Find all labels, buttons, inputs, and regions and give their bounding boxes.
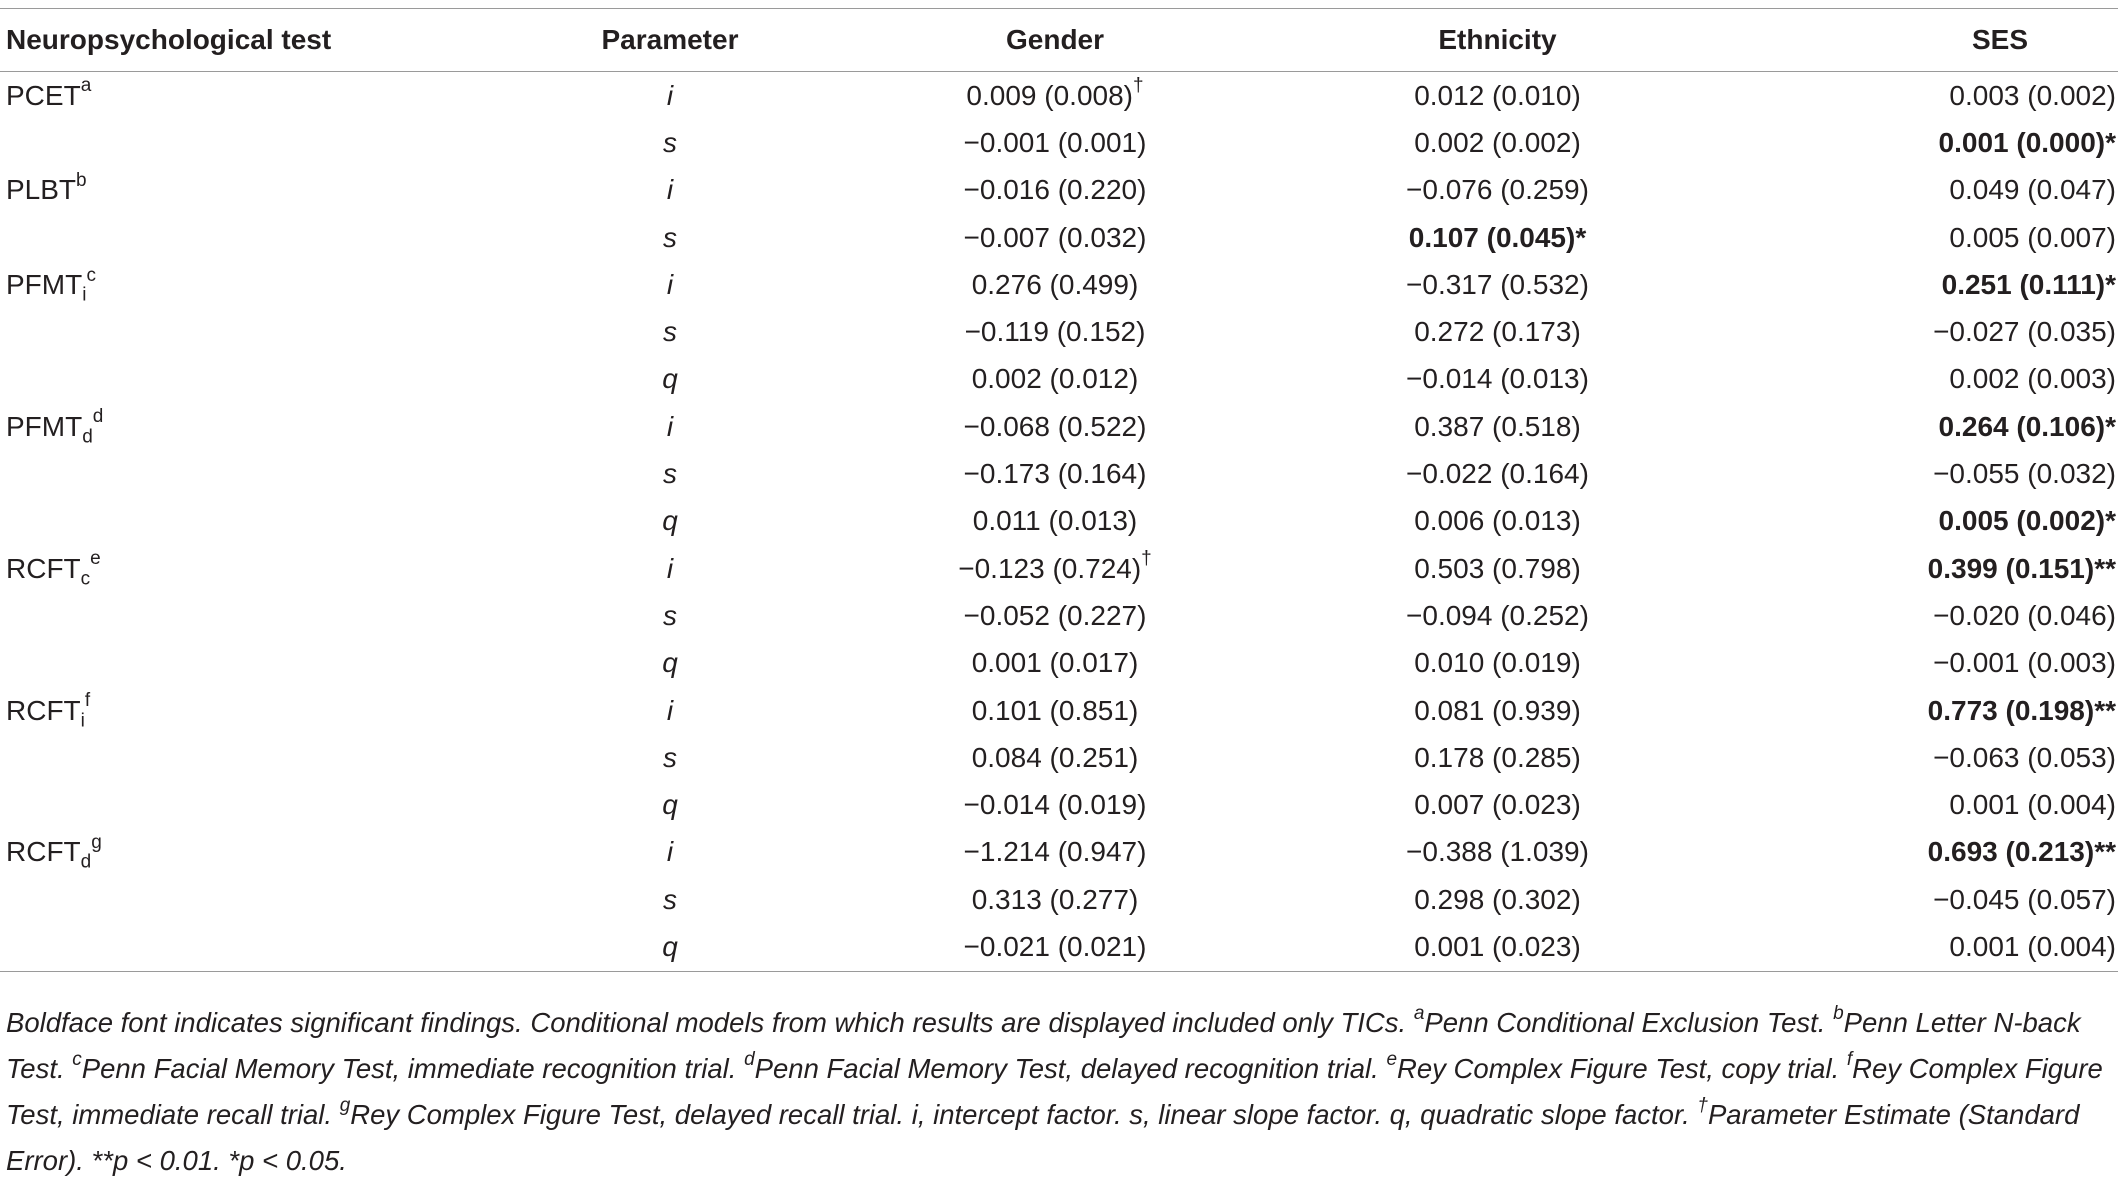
- cell-gender: [840, 829, 1270, 876]
- header-ethnicity: Ethnicity: [1270, 9, 1725, 72]
- cell-ses: 0.049 (0.047): [1949, 174, 2116, 206]
- table-row: [0, 308, 2118, 355]
- table-row: [0, 687, 2118, 734]
- cell-gender: [840, 167, 1270, 214]
- gender-value: 0.313 (0.277): [971, 883, 1139, 915]
- cell-ethnicity: −0.388 (1.039): [1406, 836, 1589, 868]
- table-row: [0, 261, 2118, 308]
- cell-ses: 0.693 (0.213)**: [1927, 836, 2116, 868]
- cell-ethnicity: 0.387 (0.518): [1414, 410, 1581, 442]
- test-subscript: d: [82, 426, 93, 448]
- table-row: [0, 781, 2118, 828]
- test-name: PCET: [6, 79, 81, 111]
- test-subscript: c: [80, 568, 91, 590]
- cell-ses: −0.027 (0.035): [1933, 316, 2116, 348]
- footnote-text: Rey Complex Figure Test, copy trial.: [1397, 1053, 1847, 1084]
- gender-value: −1.214 (0.947): [963, 836, 1147, 868]
- table-body: [0, 72, 2118, 972]
- test-subscript: d: [80, 851, 92, 873]
- gender-value: −0.001 (0.001): [963, 126, 1147, 158]
- test-subscript: i: [80, 710, 85, 732]
- header-gender: Gender: [840, 9, 1270, 72]
- cell-ses: 0.001 (0.004): [1949, 789, 2116, 821]
- cell-ethnicity: 0.107 (0.045)*: [1408, 221, 1587, 253]
- cell-ethnicity: −0.014 (0.013): [1406, 363, 1589, 395]
- cell-ses: 0.773 (0.198)**: [1927, 694, 2116, 726]
- cell-test: [0, 356, 500, 403]
- footnote-mark: c: [72, 1048, 82, 1070]
- cell-parameter: s: [663, 221, 677, 253]
- cell-parameter: s: [663, 458, 677, 490]
- cell-test: [0, 923, 500, 971]
- table-row: [0, 214, 2118, 261]
- cell-ses: −0.055 (0.032): [1933, 458, 2116, 490]
- cell-test: [0, 214, 500, 261]
- gender-value: −0.173 (0.164): [963, 458, 1147, 490]
- cell-gender: [840, 876, 1270, 923]
- cell-parameter: i: [666, 268, 674, 300]
- footnote-text: Penn Conditional Exclusion Test.: [1424, 1007, 1834, 1038]
- test-name: PLBT: [6, 174, 77, 206]
- cell-test: [0, 403, 500, 450]
- cell-ethnicity: 0.503 (0.798): [1414, 552, 1581, 584]
- cell-test: [0, 308, 500, 355]
- cell-parameter: i: [666, 410, 674, 442]
- test-footnote-mark: b: [76, 169, 87, 191]
- cell-ethnicity: −0.022 (0.164): [1406, 458, 1589, 490]
- table-footnote: [6, 1000, 2112, 1184]
- cell-ses: 0.003 (0.002): [1949, 79, 2116, 111]
- cell-parameter: i: [666, 694, 674, 726]
- test-name: PFMT: [6, 268, 83, 300]
- gender-value: −0.123 (0.724): [958, 552, 1142, 584]
- cell-ses: 0.005 (0.007): [1949, 221, 2116, 253]
- table-row: [0, 592, 2118, 639]
- cell-ethnicity: 0.007 (0.023): [1414, 789, 1581, 821]
- gender-value: −0.014 (0.019): [963, 789, 1147, 821]
- test-footnote-mark: f: [84, 690, 91, 712]
- cell-ses: 0.399 (0.151)**: [1927, 552, 2116, 584]
- table-row: [0, 829, 2118, 876]
- cell-ses: 0.005 (0.002)*: [1938, 505, 2116, 537]
- test-name: RCFT: [6, 836, 81, 868]
- cell-gender: [840, 308, 1270, 355]
- cell-parameter: s: [663, 883, 677, 915]
- cell-ses: −0.063 (0.053): [1933, 741, 2116, 773]
- cell-test: [0, 72, 500, 120]
- cell-ethnicity: 0.010 (0.019): [1414, 647, 1581, 679]
- gender-value: 0.276 (0.499): [971, 268, 1139, 300]
- table-row: [0, 876, 2118, 923]
- table-row: [0, 923, 2118, 971]
- test-footnote-mark: e: [90, 548, 101, 570]
- cell-ethnicity: 0.001 (0.023): [1270, 923, 1725, 971]
- test-footnote-mark: g: [91, 832, 102, 854]
- header-parameter: Parameter: [500, 9, 840, 72]
- test-name: RCFT: [6, 552, 81, 584]
- cell-parameter: i: [666, 552, 674, 584]
- cell-ses: −0.045 (0.057): [1933, 883, 2116, 915]
- table-row: [0, 72, 2118, 120]
- cell-test: [0, 592, 500, 639]
- table-row: [0, 545, 2118, 592]
- footnote-lead: Boldface font indicates significant findings. Conditional models from which results are displayed included only TICs.: [6, 1007, 1414, 1038]
- cell-test: [0, 167, 500, 214]
- cell-test: [0, 687, 500, 734]
- cell-gender: [840, 734, 1270, 781]
- cell-gender: [840, 214, 1270, 261]
- footnote-mark: b: [1833, 1002, 1844, 1024]
- cell-gender: [840, 781, 1270, 828]
- cell-gender: [840, 498, 1270, 545]
- cell-ethnicity: −0.076 (0.259): [1406, 174, 1589, 206]
- cell-parameter: q: [500, 923, 840, 971]
- test-footnote-mark: d: [92, 406, 104, 428]
- cell-test: [0, 640, 500, 687]
- cell-gender: [840, 687, 1270, 734]
- cell-test: [0, 450, 500, 497]
- gender-value: 0.011 (0.013): [972, 505, 1138, 537]
- cell-parameter: s: [663, 741, 677, 773]
- cell-parameter: s: [663, 316, 677, 348]
- header-test: Neuropsychological test: [0, 9, 500, 72]
- cell-test: [0, 498, 500, 545]
- cell-test: [0, 781, 500, 828]
- test-subscript: i: [82, 284, 87, 306]
- cell-test: [0, 261, 500, 308]
- cell-gender: [840, 261, 1270, 308]
- table-row: [0, 734, 2118, 781]
- gender-value: −0.068 (0.522): [963, 410, 1147, 442]
- gender-value: 0.002 (0.012): [971, 363, 1139, 395]
- cell-parameter: q: [662, 505, 678, 537]
- test-footnote-mark: a: [80, 75, 92, 97]
- cell-ethnicity: 0.298 (0.302): [1414, 883, 1581, 915]
- test-name: PFMT: [6, 410, 83, 442]
- gender-value: 0.009 (0.008): [966, 79, 1133, 111]
- footnote-mark: d: [744, 1048, 755, 1070]
- footnote-text: Penn Letter N-back Test.: [6, 1007, 2081, 1084]
- cell-ethnicity: 0.272 (0.173): [1414, 316, 1581, 348]
- cell-ses: 0.002 (0.003): [1949, 363, 2116, 395]
- cell-test: [0, 876, 500, 923]
- table-row: [0, 119, 2118, 166]
- gender-value: 0.001 (0.017): [971, 647, 1139, 679]
- cell-parameter: q: [662, 647, 678, 679]
- cell-ethnicity: 0.006 (0.013): [1414, 505, 1581, 537]
- footnote-text: Rey Complex Figure Test, immediate recall trial.: [6, 1053, 2103, 1130]
- test-name: RCFT: [6, 694, 81, 726]
- gender-value: 0.084 (0.251): [971, 741, 1139, 773]
- gender-value: −0.052 (0.227): [963, 599, 1147, 631]
- cell-parameter: i: [666, 79, 674, 111]
- footnote-mark: g: [339, 1094, 351, 1116]
- table-header: [0, 9, 2118, 72]
- cell-ses: −0.020 (0.046): [1933, 599, 2116, 631]
- gender-value: −0.007 (0.032): [963, 221, 1147, 253]
- cell-ses: 0.264 (0.106)*: [1938, 410, 2116, 442]
- cell-ses: 0.251 (0.111)*: [1941, 268, 2116, 300]
- dagger-mark: †: [1141, 548, 1152, 570]
- gender-value: −0.021 (0.021): [963, 930, 1147, 962]
- cell-test: [0, 734, 500, 781]
- cell-gender: [840, 923, 1270, 971]
- table-row: [0, 403, 2118, 450]
- cell-gender: [840, 450, 1270, 497]
- cell-ses: 0.001 (0.004): [1725, 923, 2118, 971]
- footnote-mark: f: [1846, 1048, 1853, 1070]
- cell-parameter: s: [663, 599, 677, 631]
- table-row: [0, 450, 2118, 497]
- footnote-text: Parameter Estimate (Standard Error). **p < 0.01. *p < 0.05.: [6, 1099, 2080, 1176]
- gender-value: −0.119 (0.152): [964, 316, 1146, 348]
- cell-gender: [840, 592, 1270, 639]
- cell-parameter: s: [663, 126, 677, 158]
- dagger-mark: †: [1133, 75, 1144, 97]
- gender-value: −0.016 (0.220): [963, 174, 1147, 206]
- cell-ses: −0.001 (0.003): [1933, 647, 2116, 679]
- cell-test: [0, 545, 500, 592]
- footnote-mark: †: [1697, 1094, 1708, 1116]
- cell-parameter: q: [662, 789, 678, 821]
- cell-gender: [840, 119, 1270, 166]
- table-row: [0, 167, 2118, 214]
- cell-gender: [840, 403, 1270, 450]
- cell-ethnicity: 0.178 (0.285): [1414, 741, 1581, 773]
- footnote-mark: e: [1386, 1048, 1398, 1070]
- gender-value: 0.101 (0.851): [971, 694, 1139, 726]
- cell-test: [0, 119, 500, 166]
- header-row: [0, 9, 2118, 72]
- cell-parameter: i: [666, 836, 674, 868]
- test-footnote-mark: c: [86, 264, 96, 286]
- cell-ethnicity: −0.317 (0.532): [1406, 268, 1589, 300]
- table-row: [0, 356, 2118, 403]
- results-table: [0, 8, 2118, 972]
- cell-gender: [840, 356, 1270, 403]
- cell-ses: 0.001 (0.000)*: [1938, 126, 2116, 158]
- cell-gender: [840, 72, 1270, 120]
- footnote-mark: a: [1413, 1002, 1425, 1024]
- cell-gender: [840, 545, 1270, 592]
- cell-parameter: q: [662, 363, 678, 395]
- footnote-text: Rey Complex Figure Test, delayed recall trial. i, intercept factor. s, linear slope factor. q, quadratic slope factor.: [350, 1099, 1698, 1130]
- cell-test: [0, 829, 500, 876]
- footnote-text: Penn Facial Memory Test, immediate recognition trial.: [81, 1053, 745, 1084]
- footnote-text: Penn Facial Memory Test, delayed recognition trial.: [754, 1053, 1387, 1084]
- cell-ethnicity: 0.012 (0.010): [1414, 79, 1581, 111]
- cell-ethnicity: 0.002 (0.002): [1414, 126, 1581, 158]
- table-row: [0, 498, 2118, 545]
- cell-gender: [840, 640, 1270, 687]
- header-ses: SES: [1725, 9, 2118, 72]
- cell-ethnicity: 0.081 (0.939): [1414, 694, 1581, 726]
- cell-ethnicity: −0.094 (0.252): [1406, 599, 1589, 631]
- table-row: [0, 640, 2118, 687]
- cell-parameter: i: [666, 174, 674, 206]
